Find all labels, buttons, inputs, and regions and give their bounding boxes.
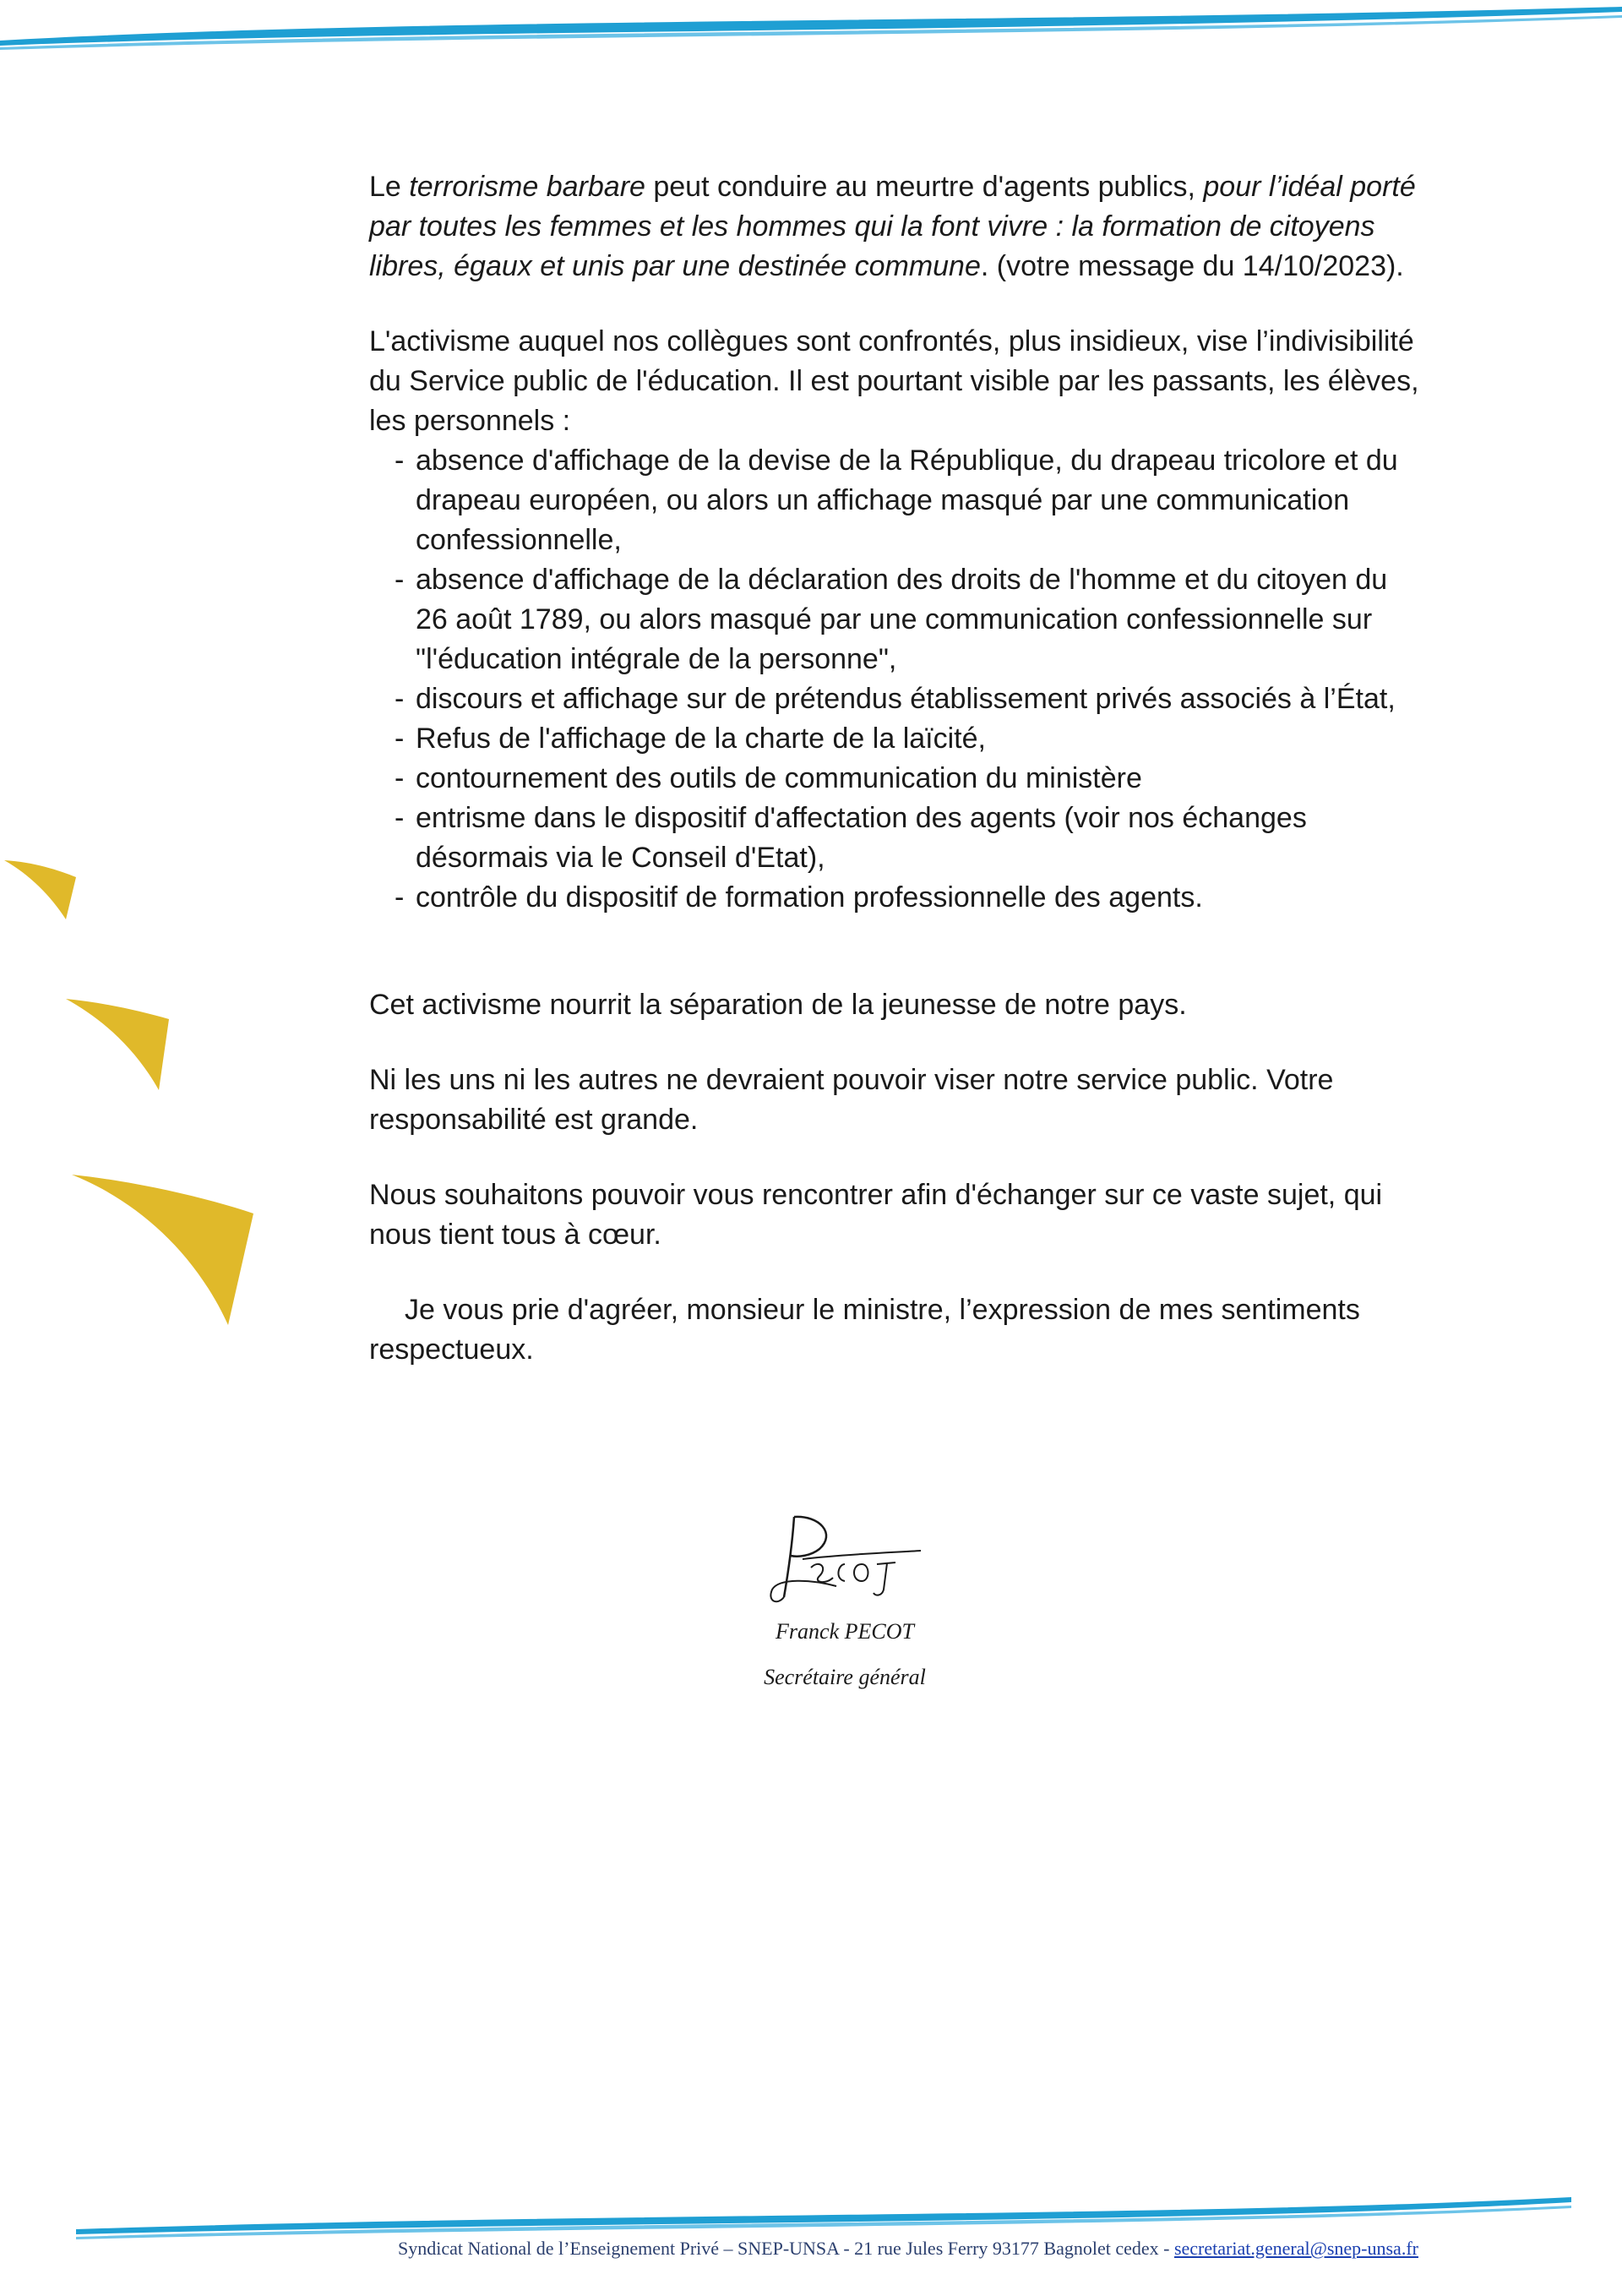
signer-title: Secrétaire général bbox=[764, 1665, 926, 1689]
list-item-text: Refus de l'affichage de la charte de la laïcité, bbox=[416, 723, 986, 755]
paragraph-responsibility: Ni les uns ni les autres ne devraient pouvoir viser notre service public. Votre responsabilité est grande. bbox=[369, 1064, 1334, 1136]
list-item bbox=[369, 679, 1425, 719]
bullet-dash: - bbox=[395, 444, 405, 477]
paragraph-meeting-request: Nous souhaitons pouvoir vous rencontrer afin d'échanger sur ce vaste sujet, qui nous tient tous à cœur. bbox=[369, 1179, 1383, 1251]
paragraph-activism: L'activisme auquel nos collègues sont confrontés, plus insidieux, vise l’indivisibilité du Service public de l'éducation. Il est pourtant visible par les passants, les élèves, les personnels : bbox=[369, 325, 1419, 437]
bullet-list bbox=[369, 441, 1425, 918]
signature-block bbox=[735, 1508, 955, 1694]
footer-address bbox=[0, 2238, 1622, 2260]
bullet-dash: - bbox=[395, 802, 405, 834]
list-item bbox=[369, 441, 1425, 560]
letter-body bbox=[369, 167, 1425, 1405]
footer-email-link[interactable]: secretariat.general@snep-unsa.fr bbox=[1173, 2238, 1418, 2259]
bullet-dash: - bbox=[395, 881, 405, 913]
top-blue-swoosh bbox=[0, 7, 1622, 46]
list-item bbox=[369, 759, 1425, 799]
yellow-arrow-shape-2 bbox=[66, 999, 169, 1090]
text-run: . (votre message du 14/10/2023). bbox=[980, 250, 1404, 282]
bullet-dash: - bbox=[395, 683, 405, 715]
text-run: Le bbox=[369, 171, 410, 203]
handwritten-signature bbox=[760, 1508, 929, 1610]
list-item bbox=[369, 719, 1425, 759]
paragraph-separation: Cet activisme nourrit la séparation de la jeunesse de notre pays. bbox=[369, 989, 1187, 1021]
list-item-text: absence d'affichage de la déclaration des droits de l'homme et du citoyen du 26 août 1789, ou alors masqué par une communication confessionnelle sur "l'éducation intégrale de la personne", bbox=[416, 564, 1388, 675]
list-item-text: entrisme dans le dispositif d'affectation des agents (voir nos échanges désormais via le Conseil d'Etat), bbox=[416, 802, 1307, 874]
bullet-dash: - bbox=[395, 564, 405, 596]
paragraph-terrorism bbox=[369, 167, 1425, 286]
italic-quote: pour l’idéal porté par toutes les femmes et les hommes qui la font vivre : la formation de citoyens libres, égaux et unis par une destinée commune bbox=[369, 171, 1416, 282]
closing-formula: Je vous prie d'agréer, monsieur le ministre, l’expression de mes sentiments respectueux. bbox=[369, 1294, 1360, 1366]
list-item-text: discours et affichage sur de prétendus établissement privés associés à l’État, bbox=[416, 683, 1396, 715]
list-item-text: contournement des outils de communication du ministère bbox=[416, 762, 1142, 794]
bullet-dash: - bbox=[395, 723, 405, 755]
yellow-arrow-shape-3 bbox=[72, 1175, 253, 1325]
list-item-text: contrôle du dispositif de formation professionnelle des agents. bbox=[416, 881, 1203, 913]
list-item bbox=[369, 799, 1425, 878]
list-item bbox=[369, 878, 1425, 918]
list-item-text: absence d'affichage de la devise de la République, du drapeau tricolore et du drapeau européen, ou alors un affichage masqué par une communication confessionnelle, bbox=[416, 444, 1398, 556]
italic-text-run: terrorisme barbare bbox=[409, 171, 645, 203]
list-item bbox=[369, 560, 1425, 679]
footer-text: Syndicat National de l’Enseignement Privé – SNEP-UNSA - 21 rue Jules Ferry 93177 Bagnolet cedex - bbox=[398, 2238, 1174, 2259]
text-run: peut conduire au meurtre d'agents publics, bbox=[645, 171, 1204, 203]
yellow-arrow-shape-1 bbox=[4, 860, 76, 919]
bullet-dash: - bbox=[395, 762, 405, 794]
signer-name: Franck PECOT bbox=[776, 1619, 914, 1644]
